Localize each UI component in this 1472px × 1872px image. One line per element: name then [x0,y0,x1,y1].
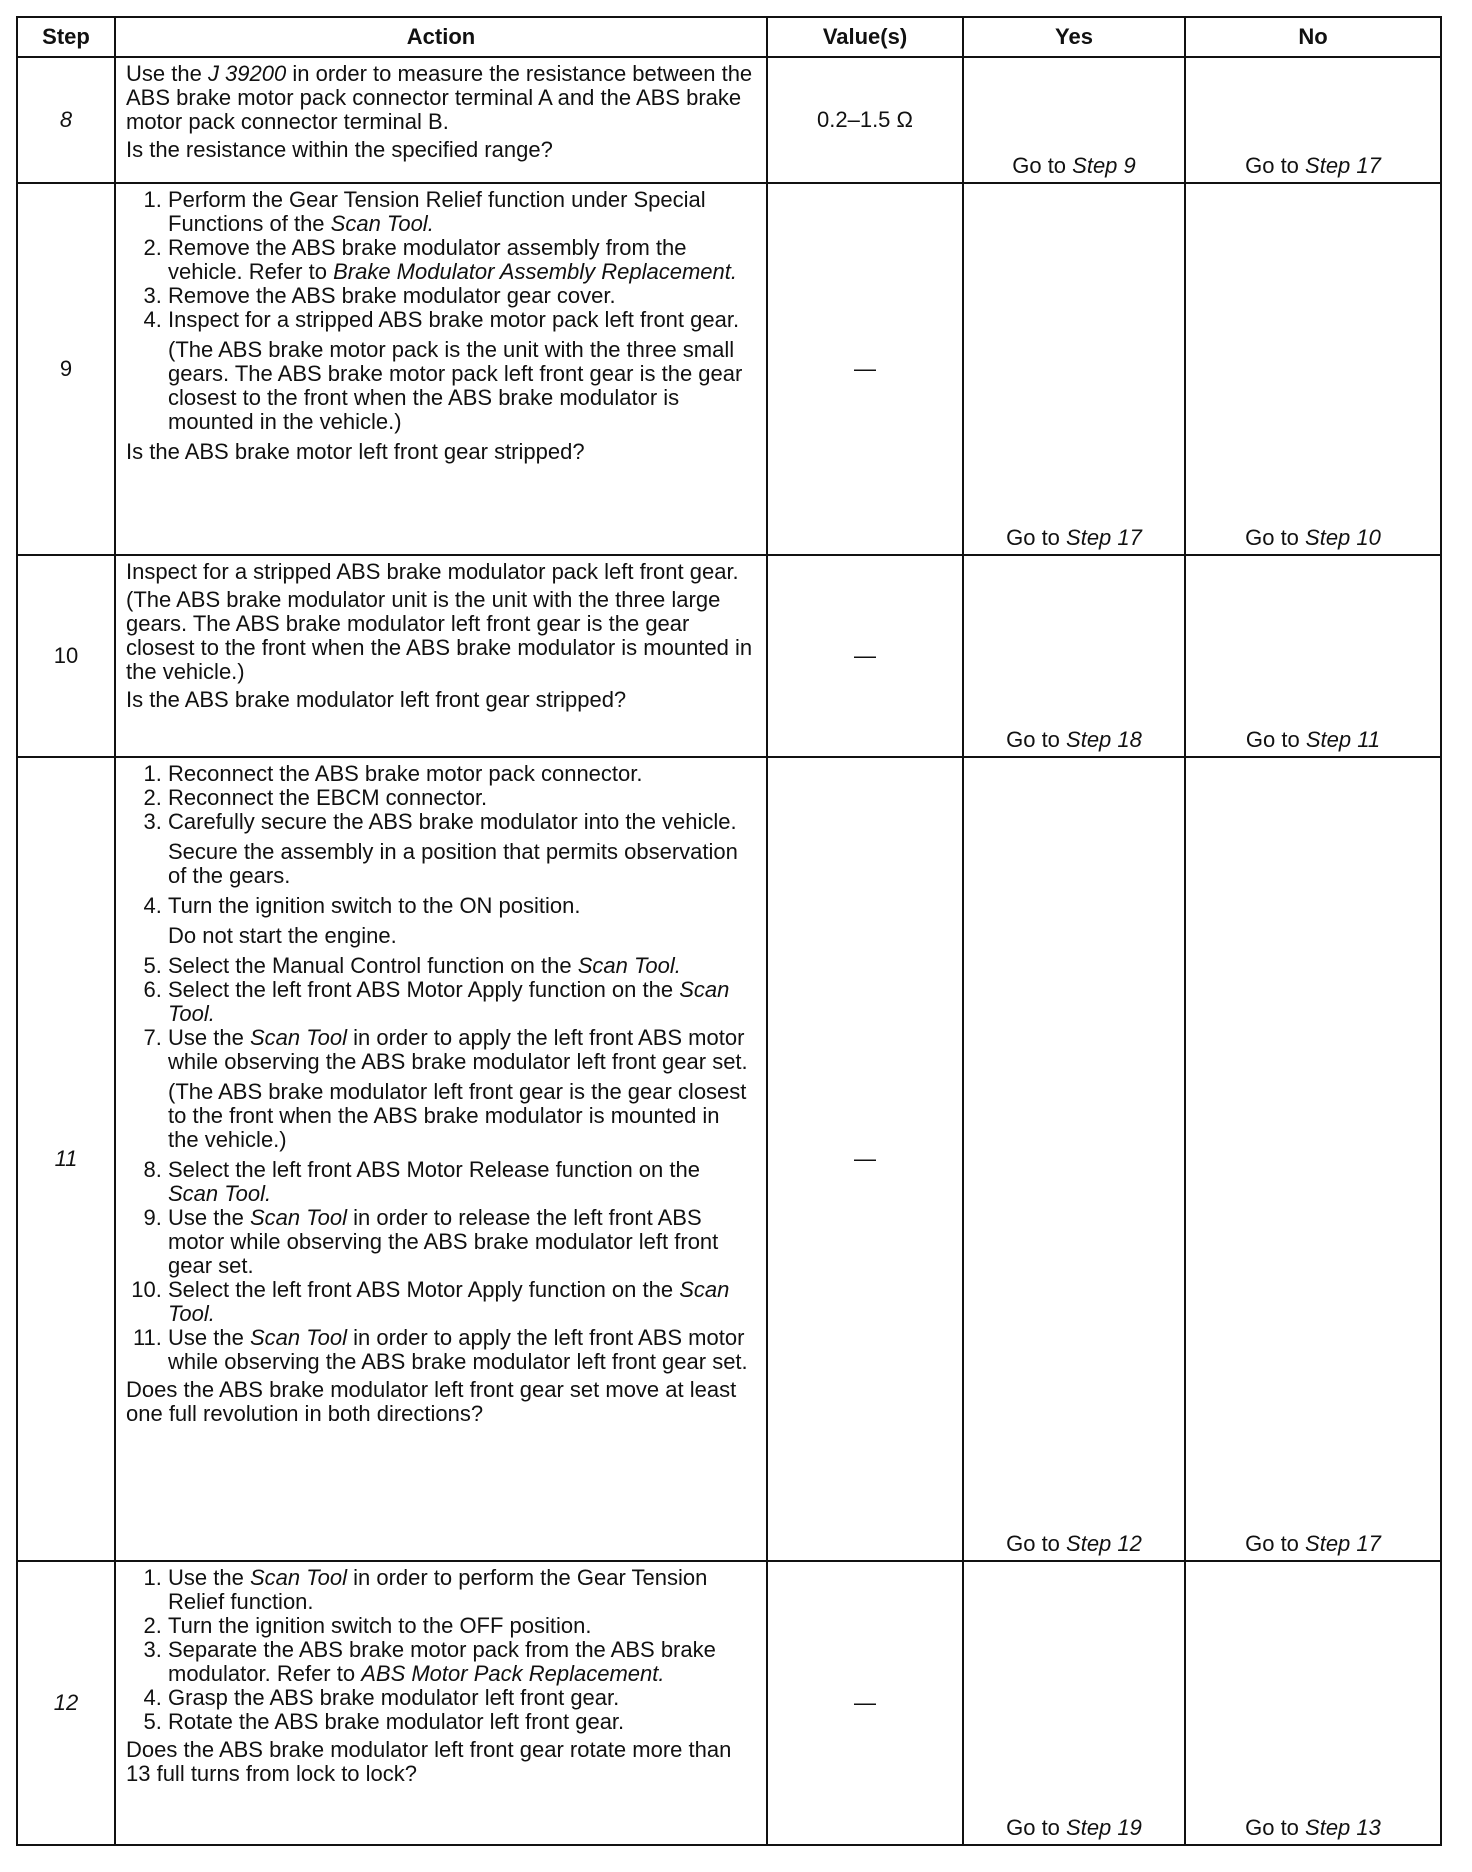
italic-reference: ABS Motor Pack Replacement. [361,1661,665,1686]
text-run: Use the [168,1025,250,1050]
text-run: Is the resistance within the specified range? [126,137,553,162]
question-text [126,1738,756,1786]
italic-reference: Scan Tool. [330,211,434,236]
list-item [168,762,756,786]
action-paragraph [126,62,756,134]
text-run: Does the ABS brake modulator left front gear rotate more than 13 full turns from lock to lock? [126,1737,732,1786]
action-cell [115,1561,767,1845]
yes-cell [963,57,1185,183]
list-item [168,1686,756,1710]
text-run: Select the Manual Control function on the [168,953,578,978]
italic-reference: Scan Tool [249,1325,347,1350]
value-cell: — [767,183,963,555]
list-item [168,1326,756,1374]
text-run: Remove the ABS brake modulator gear cover. [168,283,616,308]
diagnostic-table [16,16,1442,1846]
list-item [168,1026,756,1152]
procedure-list [126,188,756,434]
step-number: 12 [17,1561,115,1845]
value-cell: — [767,757,963,1561]
yes-cell [963,1561,1185,1845]
action-paragraph [126,588,756,684]
text-run: Select the left front ABS Motor Apply function on the [168,1277,680,1302]
yes-prefix: Go to [1006,1815,1067,1840]
no-target-step: Step 17 [1305,153,1381,178]
italic-reference: Scan Tool. [168,1277,730,1326]
procedure-list [126,762,756,1374]
yes-target-step: Step 18 [1066,727,1142,752]
yes-prefix: Go to [1012,153,1073,178]
step-column-header: Step [17,17,115,57]
header-row [17,17,1441,57]
action-paragraph [126,560,756,584]
table-row-step-12 [17,1561,1441,1845]
procedure-list [126,1566,756,1734]
list-item-note [168,924,756,948]
no-cell [1185,757,1441,1561]
step-number: 10 [17,555,115,757]
yes-cell [963,555,1185,757]
text-run: in order to measure the resistance between the ABS brake motor pack connector terminal A and the ABS brake motor pack connector terminal B. [126,61,753,134]
text-run: Rotate the ABS brake modulator left front gear. [168,1709,625,1734]
yes-prefix: Go to [1006,525,1067,550]
italic-reference: Scan Tool. [577,953,681,978]
no-cell [1185,555,1441,757]
text-run: Inspect for a stripped ABS brake modulator pack left front gear. [126,559,739,584]
question-text [126,138,756,162]
text-run: Carefully secure the ABS brake modulator into the vehicle. [168,809,737,834]
no-cell [1185,57,1441,183]
list-item [168,188,756,236]
list-item [168,1206,756,1278]
text-run: Secure the assembly in a position that permits observation of the gears. [168,839,738,888]
text-run: Use the [168,1565,250,1590]
no-prefix: Go to [1245,727,1306,752]
value-cell: — [767,1561,963,1845]
text-run: Use the [168,1325,250,1350]
action-cell [115,757,767,1561]
text-run: (The ABS brake modulator left front gear is the gear closest to the front when the ABS brake modulator is mounted in the vehicle.) [168,1079,747,1152]
no-prefix: Go to [1245,1531,1306,1556]
action-cell [115,555,767,757]
text-run: Reconnect the ABS brake motor pack connector. [168,761,643,786]
yes-cell [963,757,1185,1561]
list-item [168,786,756,810]
no-prefix: Go to [1245,1815,1306,1840]
text-run: Use the [126,61,208,86]
values-column-header: Value(s) [767,17,963,57]
list-item [168,284,756,308]
list-item [168,308,756,434]
text-run: (The ABS brake modulator unit is the unit with the three large gears. The ABS brake modulator left front gear is the gear closest to the front when the ABS brake modulator is mounted in the vehicle.) [126,587,753,684]
no-prefix: Go to [1245,525,1306,550]
text-run: Select the left front ABS Motor Release function on the [168,1157,700,1182]
text-run: Use the [168,1205,250,1230]
diagnostic-page [16,16,1440,1846]
italic-reference: Scan Tool. [168,1181,272,1206]
table-row-step-9 [17,183,1441,555]
text-run: in order to apply the left front ABS motor while observing the ABS brake modulator left front gear set. [168,1025,748,1074]
no-cell [1185,183,1441,555]
text-run: Grasp the ABS brake modulator left front gear. [168,1685,620,1710]
text-run: Remove the ABS brake modulator assembly from the vehicle. Refer to [168,235,687,284]
text-run: Select the left front ABS Motor Apply function on the [168,977,680,1002]
table-row-step-10 [17,555,1441,757]
yes-target-step: Step 19 [1066,1815,1142,1840]
italic-reference: Scan Tool [249,1565,347,1590]
italic-reference: Scan Tool [249,1025,347,1050]
question-text [126,1378,756,1426]
yes-cell [963,183,1185,555]
text-run: in order to release the left front ABS motor while observing the ABS brake modulator left front gear set. [168,1205,719,1278]
no-prefix: Go to [1245,153,1306,178]
list-item-note [168,338,756,434]
text-run: in order to apply the left front ABS motor while observing the ABS brake modulator left front gear set. [168,1325,748,1374]
text-run: Inspect for a stripped ABS brake motor pack left front gear. [168,307,740,332]
list-item [168,894,756,948]
no-target-step: Step 17 [1305,1531,1381,1556]
step-number: 11 [17,757,115,1561]
value-cell: — [767,555,963,757]
text-run: Reconnect the EBCM connector. [168,785,488,810]
text-run: Separate the ABS brake motor pack from the ABS brake modulator. Refer to [168,1637,716,1686]
list-item [168,810,756,888]
list-item [168,978,756,1026]
list-item [168,1158,756,1206]
no-target-step: Step 10 [1305,525,1381,550]
yes-target-step: Step 12 [1066,1531,1142,1556]
yes-target-step: Step 9 [1072,153,1136,178]
italic-reference: J 39200 [207,61,287,86]
step-number: 8 [17,57,115,183]
yes-column-header: Yes [963,17,1185,57]
text-run: Turn the ignition switch to the OFF position. [168,1613,592,1638]
list-item-note [168,840,756,888]
list-item [168,1638,756,1686]
no-target-step: Step 13 [1305,1815,1381,1840]
table-row-step-11 [17,757,1441,1561]
italic-reference: Brake Modulator Assembly Replacement. [333,259,737,284]
list-item [168,1278,756,1326]
no-cell [1185,1561,1441,1845]
yes-prefix: Go to [1006,727,1067,752]
italic-reference: Scan Tool [249,1205,347,1230]
italic-reference: Scan Tool. [168,977,730,1026]
text-run: Do not start the engine. [168,923,397,948]
value-cell: 0.2–1.5 Ω [767,57,963,183]
list-item [168,236,756,284]
yes-target-step: Step 17 [1066,525,1142,550]
action-column-header: Action [115,17,767,57]
text-run: in order to perform the Gear Tension Relief function. [168,1565,708,1614]
text-run: Does the ABS brake modulator left front gear set move at least one full revolution in both directions? [126,1377,737,1426]
list-item [168,1566,756,1614]
list-item [168,1614,756,1638]
question-text [126,688,756,712]
action-cell [115,183,767,555]
question-text [126,440,756,464]
table-row-step-8 [17,57,1441,183]
step-number: 9 [17,183,115,555]
list-item [168,1710,756,1734]
text-run: (The ABS brake motor pack is the unit with the three small gears. The ABS brake motor pack left front gear is the gear closest to the front when the ABS brake modulator is mounted in the vehicle.) [168,337,743,434]
no-column-header: No [1185,17,1441,57]
action-cell [115,57,767,183]
text-run: Turn the ignition switch to the ON position. [168,893,581,918]
text-run: Is the ABS brake motor left front gear stripped? [126,439,585,464]
yes-prefix: Go to [1006,1531,1067,1556]
text-run: Perform the Gear Tension Relief function under Special Functions of the [168,187,706,236]
text-run: Is the ABS brake modulator left front gear stripped? [126,687,627,712]
list-item-note [168,1080,756,1152]
list-item [168,954,756,978]
no-target-step: Step 11 [1305,727,1381,752]
